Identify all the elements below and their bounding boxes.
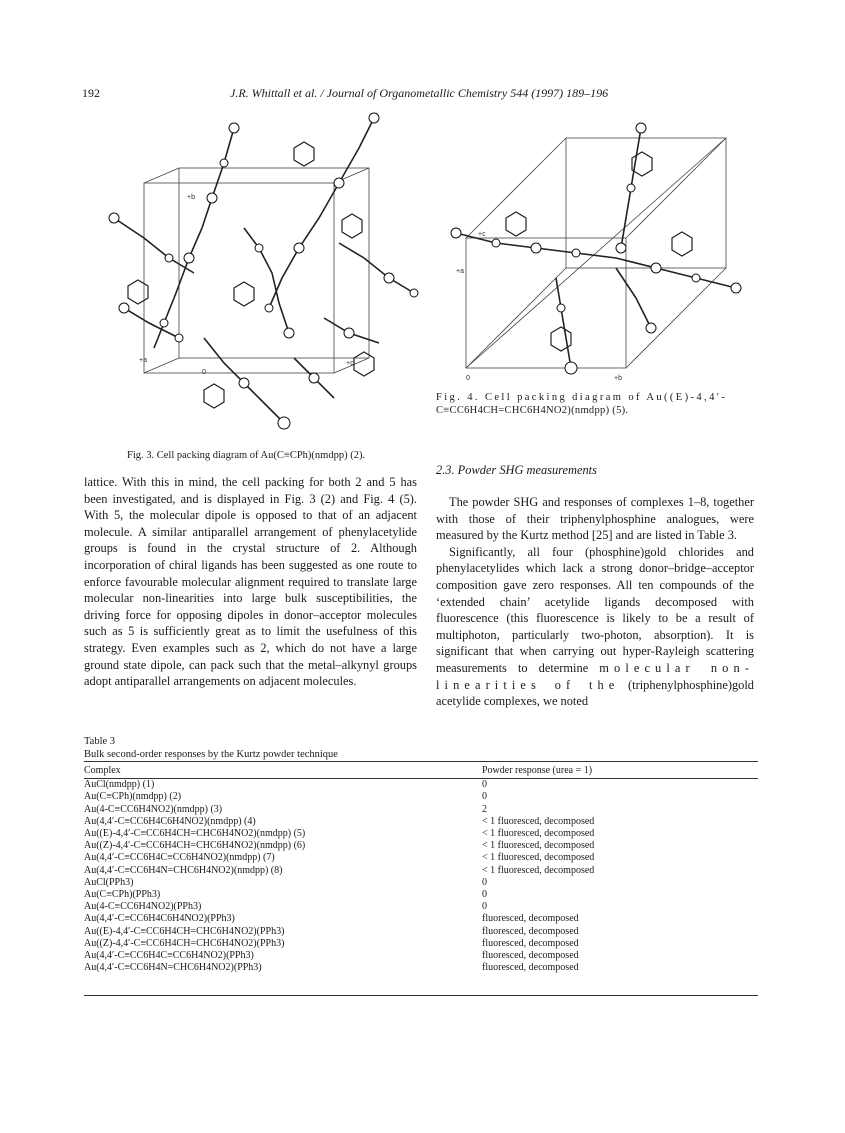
right-column xyxy=(436,494,754,710)
atom-ellipsoids xyxy=(451,123,741,374)
table-row xyxy=(84,877,758,889)
cell-response: 2 xyxy=(482,803,487,815)
axis-label-origin: 0 xyxy=(202,369,206,376)
table-bottom-rule xyxy=(84,995,758,996)
table-title: Bulk second-order responses by the Kurtz powder technique xyxy=(84,749,338,760)
figure-4-caption-line2: C≡CC6H4CH=CHC6H4NO2)(nmdpp) (5). xyxy=(436,405,629,416)
axis-labels xyxy=(456,231,622,382)
cell-complex: Au(4,4′-C≡CC6H4C≡CC6H4NO2)(PPh3) xyxy=(84,950,254,962)
cell-complex: Au(4,4′-C≡CC6H4N=CHC6H4NO2)(PPh3) xyxy=(84,962,262,974)
paragraph-text: Significantly, all four (phosphine)gold chlorides and phenylacetylides which lack a strong donor–bridge–acceptor composition gave zero responses. All ten compounds of the ‘extended chain’ acetylide ligands decomposed with fluorescence (this fluorescence is likely to be a result of multiphoton, particularly two-photon, absorption). It is significant that when carrying out hyper-Rayleigh scattering measurements to determine xyxy=(436,544,754,675)
table-header-row xyxy=(84,763,758,779)
cell-response: 0 xyxy=(482,779,487,791)
body-paragraph: The powder SHG and responses of complexes 1–8, together with those of their triphenylphosphine analogues, were measured by the Kurtz method [25] and are listed in Table 3. xyxy=(436,495,754,543)
axis-label-b: +b xyxy=(614,375,622,382)
cell-response: fluoresced, decomposed xyxy=(482,925,579,937)
page-number: 192 xyxy=(82,86,100,100)
cell-complex: Au(4-C≡CC6H4NO2)(nmdpp) (3) xyxy=(84,803,223,815)
cell-response: fluoresced, decomposed xyxy=(482,937,579,949)
cell-response: 0 xyxy=(482,791,487,803)
cell-complex: Au((Z)-4,4′-C≡CC6H4CH=CHC6H4NO2)(PPh3) xyxy=(84,937,285,949)
table-row xyxy=(84,865,758,877)
cell-response: < 1 fluoresced, decomposed xyxy=(482,815,595,827)
cell-response: fluoresced, decomposed xyxy=(482,950,579,962)
column-header-complex: Complex xyxy=(84,763,482,779)
atom-ellipsoids xyxy=(109,113,418,429)
axis-label-c: +c xyxy=(478,231,486,238)
cell-complex: AuCl(PPh3) xyxy=(84,876,134,888)
cell-complex: Au(C≡CPh)(PPh3) xyxy=(84,889,161,901)
paragraph-text-spaced: molecular non-linearities of the xyxy=(436,660,755,692)
cell-complex: Au(4,4′-C≡CC6H4C6H4NO2)(nmdpp) (4) xyxy=(84,815,256,827)
axis-label-a: +a xyxy=(139,357,147,364)
table-row xyxy=(84,950,758,962)
paragraph-text-end: (triphenylphosphine)gold acetylide complexes, we noted xyxy=(436,677,754,709)
table-row xyxy=(84,791,758,803)
table-row xyxy=(84,840,758,852)
figure-4-caption-line1: Fig. 4. Cell packing diagram of Au((E)-4,4′- xyxy=(436,392,728,403)
axis-label-origin: 0 xyxy=(466,375,470,382)
axis-labels xyxy=(139,194,354,376)
cell-response: < 1 fluoresced, decomposed xyxy=(482,828,595,840)
cell-response: < 1 fluoresced, decomposed xyxy=(482,864,595,876)
table-row xyxy=(84,852,758,864)
table-row xyxy=(84,889,758,901)
cell-response: < 1 fluoresced, decomposed xyxy=(482,852,595,864)
table-3-label xyxy=(84,735,338,761)
cell-response: 0 xyxy=(482,876,487,888)
figure-3-caption: Fig. 3. Cell packing diagram of Au(C≡CPh)(nmdpp) (2). xyxy=(127,450,366,461)
table-top-rule xyxy=(84,761,758,762)
running-head: J.R. Whittall et al. / Journal of Organometallic Chemistry 544 (1997) 189–196 xyxy=(230,86,609,100)
cell-response: 0 xyxy=(482,901,487,913)
axis-label-a: +a xyxy=(456,268,464,275)
cell-complex: Au(4,4′-C≡CC6H4C6H4NO2)(PPh3) xyxy=(84,913,235,925)
column-header-response: Powder response (urea = 1) xyxy=(482,763,758,779)
table-row xyxy=(84,901,758,913)
cell-complex: Au(4,4′-C≡CC6H4N=CHC6H4NO2)(nmdpp) (8) xyxy=(84,864,283,876)
cell-response: < 1 fluoresced, decomposed xyxy=(482,840,595,852)
figure-4-caption xyxy=(436,391,756,417)
table-body xyxy=(84,779,758,975)
cell-response: fluoresced, decomposed xyxy=(482,913,579,925)
cell-complex: Au(C≡CPh)(nmdpp) (2) xyxy=(84,791,182,803)
cell-response: 0 xyxy=(482,889,487,901)
table-row xyxy=(84,828,758,840)
cell-complex: AuCl(nmdpp) (1) xyxy=(84,779,155,791)
body-paragraph xyxy=(436,544,754,710)
table-3 xyxy=(84,763,758,974)
table-row xyxy=(84,938,758,950)
table-row xyxy=(84,962,758,974)
table-row xyxy=(84,804,758,816)
table-number: Table 3 xyxy=(84,736,116,747)
cell-complex: Au(4,4′-C≡CC6H4C≡CC6H4NO2)(nmdpp) (7) xyxy=(84,852,275,864)
axis-label-b: +b xyxy=(187,194,195,201)
cell-complex: Au((Z)-4,4′-C≡CC6H4CH=CHC6H4NO2)(nmdpp) (6) xyxy=(84,840,306,852)
cell-response: fluoresced, decomposed xyxy=(482,962,579,974)
body-paragraph: lattice. With this in mind, the cell packing for both 2 and 5 has been investigated, and is displayed in Fig. 3 (2) and Fig. 4 (5). With 5, the molecular dipole is opposed to that of an adjacent molecule. A similar antiparallel arrangement of phenylacetylide groups is found in the crystal structure of 2. Although incorporation of chiral ligands has been suggested as one route to enforce favourable molecular alignment required to translate large molecular non-linearities into large bulk susceptibilities, the driving force for opposing dipoles in donor–acceptor molecules such as 5 is sufficiently great as to limit the usefulness of this strategy. Even examples such as 2, which do not have a large ground state dipole, can pack such that the metal–alkynyl groups adopt antiparallel arrangements on adjacent molecules. xyxy=(84,475,417,689)
table-row xyxy=(84,926,758,938)
table-row xyxy=(84,913,758,925)
axis-label-c: +c xyxy=(346,360,354,367)
figure-4-packing-diagram xyxy=(436,118,754,388)
table-row xyxy=(84,816,758,828)
table-row xyxy=(84,779,758,792)
cell-complex: Au((E)-4,4′-C≡CC6H4CH=CHC6H4NO2)(PPh3) xyxy=(84,925,285,937)
cell-complex: Au(4-C≡CC6H4NO2)(PPh3) xyxy=(84,901,202,913)
molecule-chains xyxy=(456,128,736,368)
left-column xyxy=(84,474,417,690)
cell-complex: Au((E)-4,4′-C≡CC6H4CH=CHC6H4NO2)(nmdpp) (5) xyxy=(84,828,306,840)
figure-3-packing-diagram xyxy=(84,108,429,443)
section-title: 2.3. Powder SHG measurements xyxy=(436,463,597,477)
